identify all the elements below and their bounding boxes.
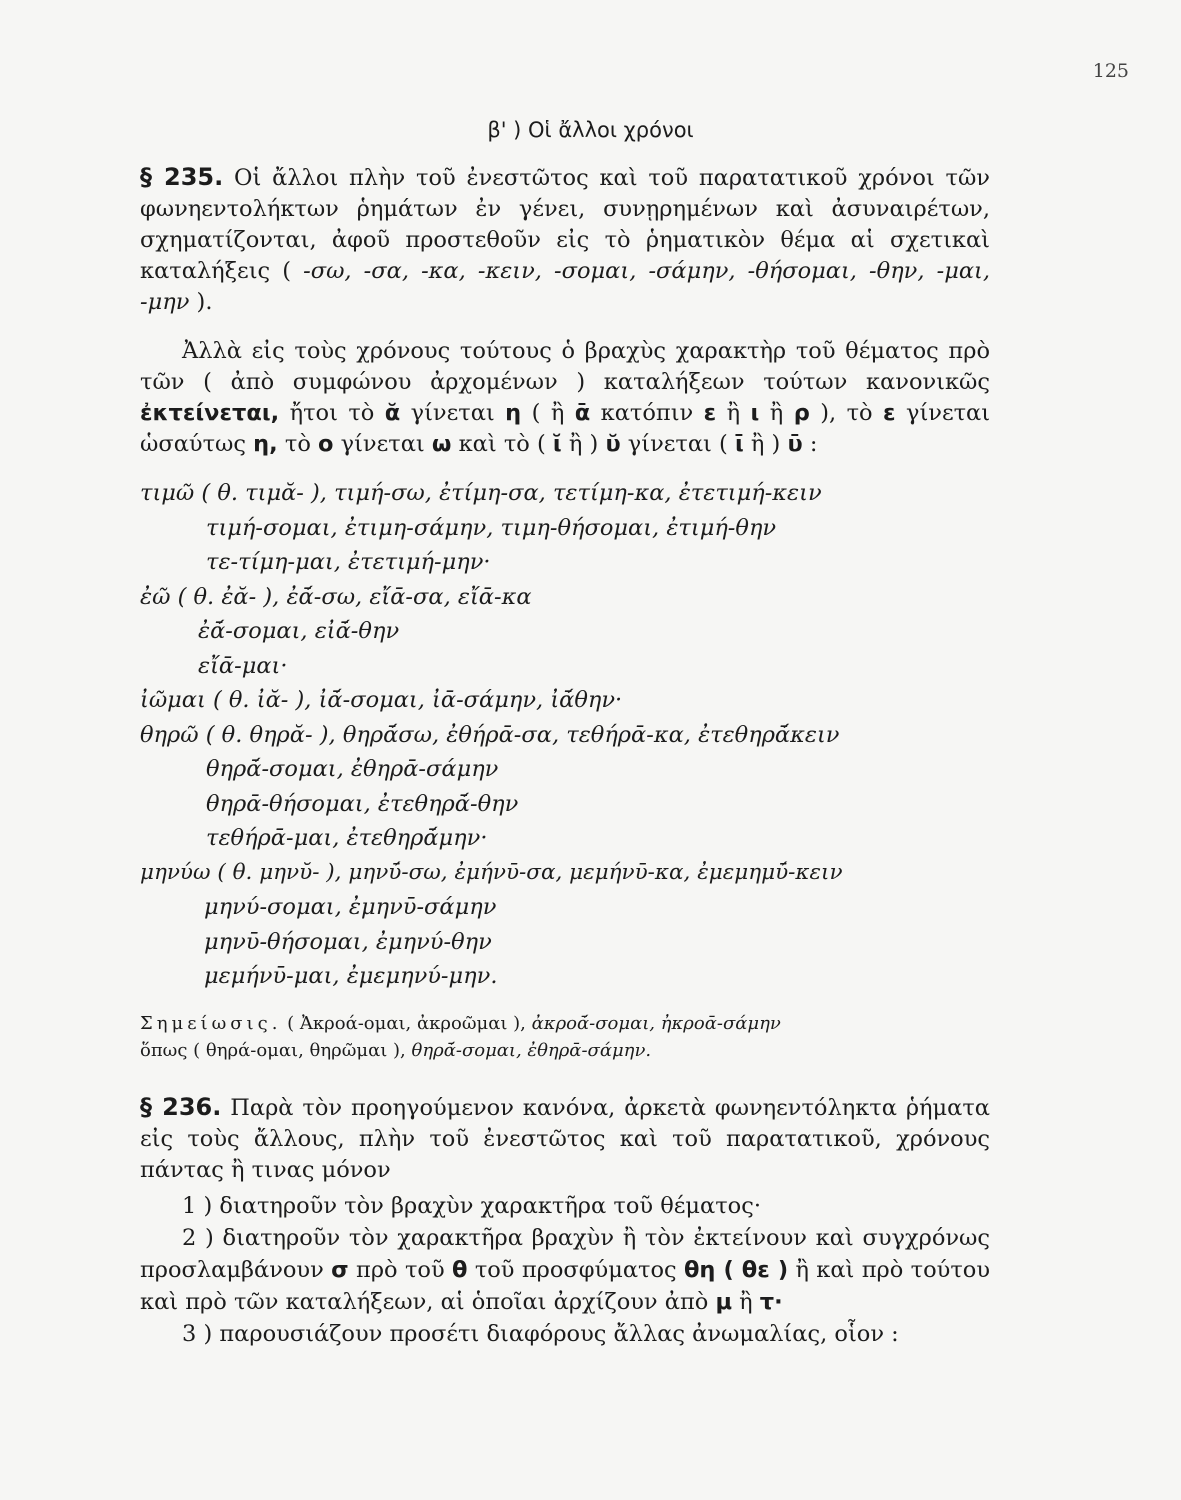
list-item: 3 ) παρουσιάζουν προσέτι διαφόρους ἄλλας ἀνωμαλίας, οἷον : [182, 1321, 899, 1347]
text: γίνεται [410, 400, 495, 426]
bold-letter: ε [703, 400, 717, 426]
example-line: εἴᾱ-μαι· [198, 652, 288, 679]
note-forms: ἀκροᾱ́-σομαι, ἠκροᾱ-σάμην [531, 1013, 781, 1034]
example-line: τιμῶ ( θ. τιμᾰ- ), τιμή-σω, ἐτίμη-σα, τετίμη-κα, ἐτετιμή-κειν [140, 480, 822, 506]
note-text: ( Ἀκροά-ομαι, ἀκροῶμαι ), [287, 1013, 526, 1034]
example-line: τε-τίμη-μαι, ἐτετιμή-μην· [206, 549, 491, 575]
example-line: ἐᾱ́-σομαι, εἰᾱ́-θην [198, 618, 400, 644]
bold-letter: ρ [793, 400, 810, 426]
example-line: ἐῶ ( θ. ἐᾰ- ), ἐᾱ́-σω, εἴᾱ-σα, εἴᾱ-κα [140, 583, 532, 610]
text: ἢ ) [750, 431, 781, 457]
page-number: 125 [1092, 60, 1129, 82]
example-line: θηρᾱ-θήσομαι, ἐτεθηρᾱ́-θην [206, 790, 519, 817]
bold-letter: ᾱ [574, 400, 591, 426]
example-line: θηρᾱ́-σομαι, ἐθηρᾱ-σάμην [206, 756, 499, 782]
section-236 [140, 1092, 990, 1186]
text: Ἀλλὰ εἰς τοὺς χρόνους τούτους ὁ βραχὺς χαρακτὴρ τοῦ θέματος πρὸ τῶν ( ἀπὸ συμφώνου ἀρχομένων ) καταλήξεων τούτων κανονικῶς [140, 338, 990, 395]
bold-letter: η [505, 400, 522, 426]
example-line: ἰῶμαι ( θ. ἰᾰ- ), ἰᾱ́-σομαι, ἰᾱ-σάμην, ἰᾱ́θην· [140, 687, 623, 713]
text: ἢ [769, 400, 784, 426]
text: γίνεται [340, 431, 425, 457]
bold-letter: ῐ [552, 431, 562, 457]
bold-letter: ῠ [605, 431, 621, 457]
section-text: Παρὰ τὸν προηγούμενον κανόνα, ἀρκετὰ φωνηεντόληκτα ῥήματα εἰς τοὺς ἄλλους, πλὴν τοῦ ἐνεστῶτος καὶ τοῦ παρατατικοῦ, χρόνους πάντας ἢ τινας μόνον [140, 1095, 990, 1183]
bold-letter: σ [331, 1257, 349, 1283]
bold-letter: ᾰ [384, 400, 401, 426]
note-text: ὅπως ( θηρά-ομαι, θηρῶμαι ), [140, 1040, 406, 1061]
example-line: μηνῡ-θήσομαι, ἐμηνύ-θην [204, 928, 492, 955]
text: ἢ [726, 400, 741, 426]
text: γίνεται ( [627, 431, 728, 457]
example-line: τεθήρᾱ-μαι, ἐτεθηρᾱ́μην· [206, 825, 488, 851]
bold-suffix: θη ( θε ) [683, 1257, 789, 1283]
text: τὸ [284, 431, 311, 457]
bold-letter: ε [883, 400, 896, 426]
bold-letter: ῡ [787, 431, 803, 457]
section-text: Οἱ ἄλλοι πλὴν τοῦ ἐνεστῶτος καὶ τοῦ παρατατικοῦ χρόνοι τῶν φωνηεντολήκτων ῥημάτων ἐν γένει, συνῃρημένων καὶ ἀσυναιρέτων, σχηματίζονται, ἀφοῦ προστεθοῦν εἰς τὸ ῥηματικὸν θέμα αἱ σχετικαὶ καταλήξεις ( [140, 165, 990, 284]
text: ), τὸ [820, 400, 873, 426]
section-close: ). [196, 289, 213, 315]
bold-letter: ω [431, 431, 452, 457]
note-forms: θηρᾱ́-σομαι, ἐθηρᾱ-σάμην. [411, 1040, 652, 1061]
note [140, 1010, 990, 1064]
bold-letter: ο [318, 431, 334, 457]
example-line: τιμή-σομαι, ἐτιμη-σάμην, τιμη-θήσομαι, ἐτιμή-θην [206, 514, 777, 541]
paragraph-lengthening [140, 336, 990, 460]
bold-letter: ι [750, 400, 760, 426]
subheading: β' ) Οἱ ἄλλοι χρόνοι [487, 118, 694, 142]
section-235 [140, 162, 990, 318]
bold-letter: τ· [759, 1289, 783, 1315]
example-line: μηνύω ( θ. μηνῠ- ), μηνῡ́-σω, ἐμήνῡ-σα, μεμήνῡ-κα, ἐμεμημῡ́-κειν [140, 859, 843, 885]
bold-term: ἐκτείνεται, [140, 400, 280, 426]
example-line: μηνύ-σομαι, ἐμηνῡ-σάμην [204, 894, 497, 920]
note-label: Σημείωσις. [140, 1013, 282, 1034]
text: ἢ ) [568, 431, 599, 457]
rule-list [140, 1190, 990, 1350]
section-mark: § 235. [140, 163, 224, 191]
text: : [809, 431, 818, 457]
text: καὶ τὸ ( [458, 431, 546, 457]
bold-letter: μ [715, 1289, 732, 1315]
bold-letter: θ [451, 1257, 468, 1283]
text: κατόπιν [600, 400, 694, 426]
endings-list: -σω, -σα, -κα, -κειν, -σομαι, -σάμην, -θήσομαι, -θην, -μαι, -μην [140, 258, 991, 315]
text: ἤτοι τὸ [289, 400, 375, 426]
list-item: 2 ) διατηροῦν τὸν χαρακτῆρα βραχὺν ἢ τὸν ἐκτείνουν καὶ συγχρόνως προσλαμβάνουν σ πρὸ τοῦ θ τοῦ προσφύματος θη ( θε ) ἢ καὶ πρὸ τούτου καὶ πρὸ τῶν καταλήξεων, αἱ ὁποῖαι ἀρχίζουν ἀπὸ μ ἢ τ· [140, 1225, 990, 1315]
example-line: μεμήνῡ-μαι, ἐμεμηνύ-μην. [204, 963, 498, 989]
section-mark: § 236. [140, 1093, 222, 1121]
conjugation-examples [140, 476, 990, 994]
example-line: θηρῶ ( θ. θηρᾰ- ), θηρᾱ́σω, ἐθήρᾱ-σα, τεθήρᾱ-κα, ἐτεθηρᾱ́κειν [140, 721, 840, 748]
bold-letter: ῑ [734, 431, 744, 457]
text: ( ἢ [531, 400, 565, 426]
text: γίνεται ὡσαύτως [140, 400, 991, 457]
bold-letter: η, [253, 431, 278, 457]
list-item: 1 ) διατηροῦν τὸν βραχὺν χαρακτῆρα τοῦ θέματος· [182, 1193, 761, 1219]
